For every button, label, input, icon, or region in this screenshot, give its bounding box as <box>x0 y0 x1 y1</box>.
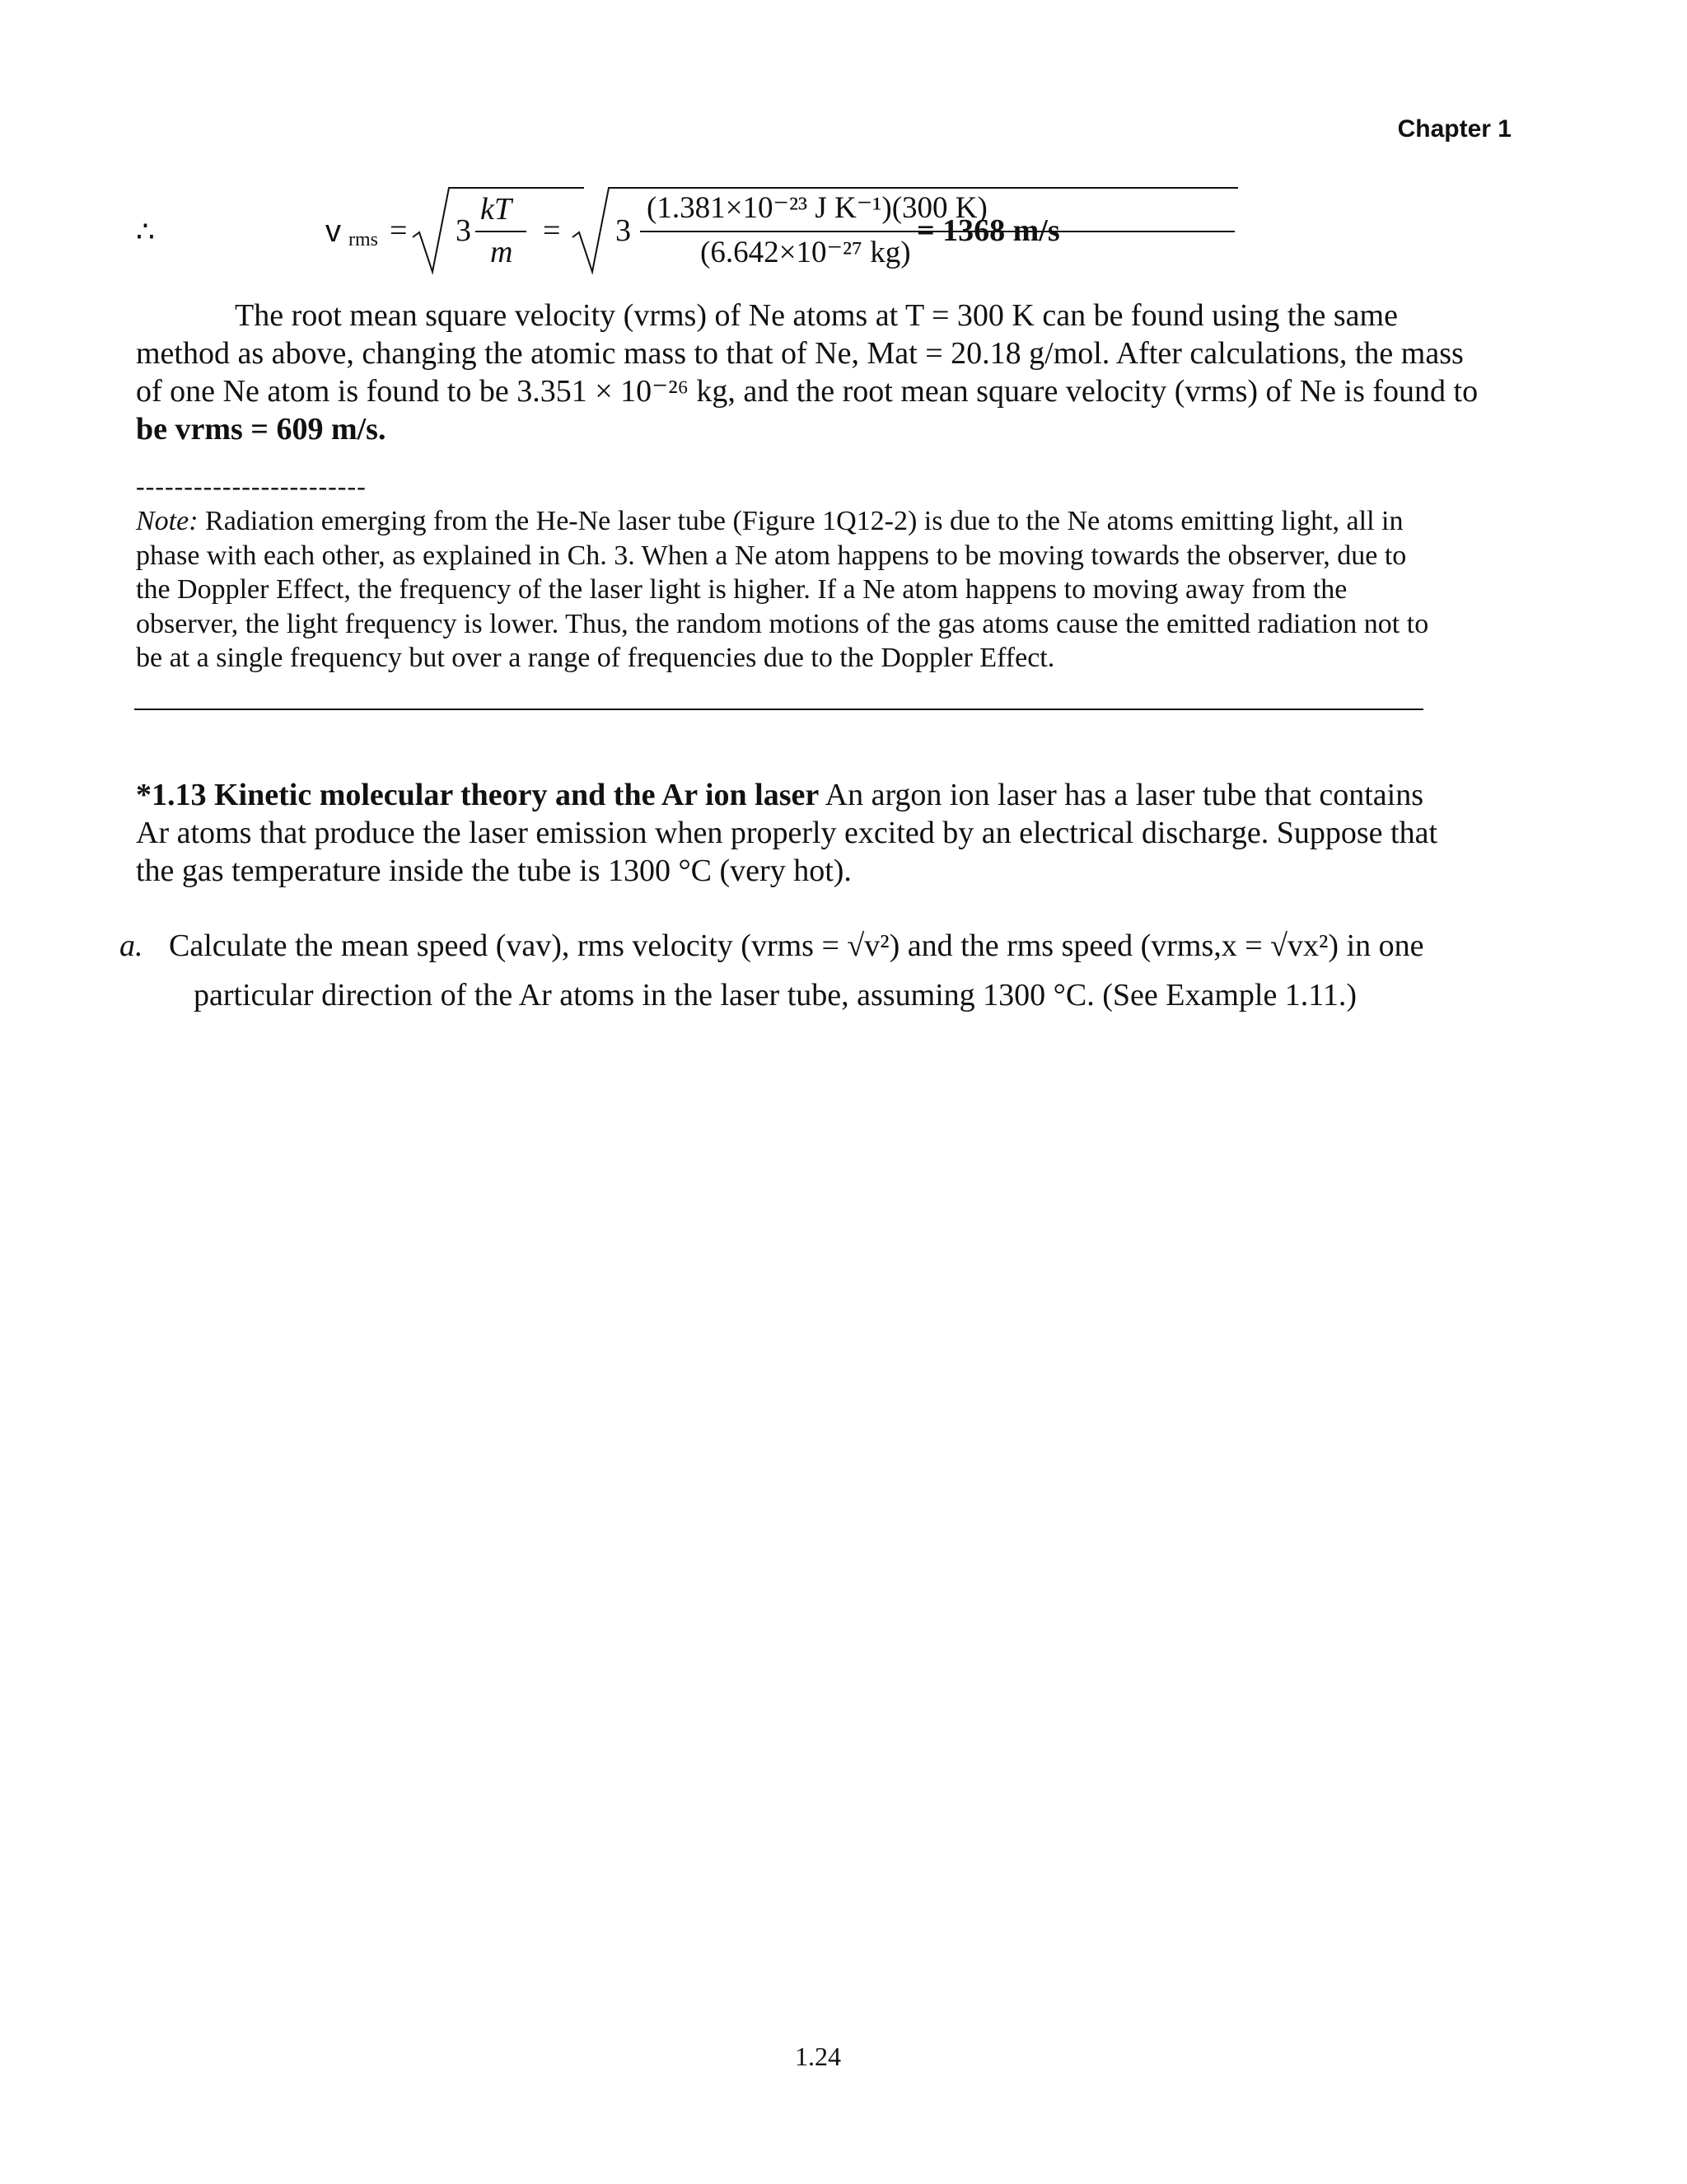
problem-line-2: Ar atoms that produce the laser emission when properly excited by an electrical discharge. Suppose that <box>136 816 1438 850</box>
numerator-kT: kT <box>480 192 512 227</box>
note-line-2: phase with each other, as explained in Ch. 3. When a Ne atom happens to be moving towards the observer, due to <box>136 540 1407 571</box>
paragraph-line-2: method as above, changing the atomic mass to that of Ne, Mat = 20.18 g/mol. After calculations, the mass <box>136 336 1464 371</box>
note-line-4: observer, the light frequency is lower. Thus, the random motions of the gas atoms cause the emitted radiation not to <box>136 608 1429 639</box>
factor-3-second: 3 <box>615 213 631 248</box>
equals-2: = <box>543 213 561 248</box>
problem-block <box>136 776 1512 890</box>
therefore-symbol: ∴ <box>136 215 155 248</box>
rms-subscript: rms <box>348 229 378 250</box>
question-a <box>119 921 1520 1020</box>
paragraph-line-4: be vrms = 609 m/s. <box>136 412 386 447</box>
fraction-bar-1 <box>475 231 526 232</box>
equals-1: = <box>390 213 408 248</box>
v-symbol: v <box>325 214 341 249</box>
factor-3-first: 3 <box>456 213 471 248</box>
rms-equation <box>325 183 1561 274</box>
problem-line-1: An argon ion laser has a laser tube that contains <box>825 778 1424 812</box>
paragraph-line-3: of one Ne atom is found to be 3.351 × 10⁻²⁶ kg, and the root mean square velocity (vrms) of Ne is found to <box>136 374 1479 409</box>
denominator-m: m <box>490 235 513 269</box>
numerator-values: (1.381×10⁻²³ J K⁻¹)(300 K) <box>647 191 988 225</box>
note-label: Note: <box>136 506 199 536</box>
dash-separator: ------------------------ <box>136 471 367 501</box>
question-a-label: a. <box>119 928 143 963</box>
horizontal-rule <box>134 709 1423 710</box>
problem-title: *1.13 Kinetic molecular theory and the Ar ion laser <box>136 778 820 812</box>
question-a-line-1: Calculate the mean speed (vav), rms velocity (vrms = √v²) and the rms speed (vrms,x = √vx²) in one <box>169 928 1424 963</box>
page-number: 1.24 <box>795 2041 841 2071</box>
chapter-header: Chapter 1 <box>1397 115 1512 143</box>
denominator-values: (6.642×10⁻²⁷ kg) <box>700 236 911 269</box>
paragraph-line-1: The root mean square velocity (vrms) of Ne atoms at T = 300 K can be found using the same <box>235 298 1398 333</box>
note-block <box>136 504 1512 676</box>
question-a-line-2: particular direction of the Ar atoms in the laser tube, assuming 1300 °C. (See Example 1.11.) <box>194 978 1358 1012</box>
equation-result: = 1368 m/s <box>917 213 1060 248</box>
note-line-1: Radiation emerging from the He-Ne laser tube (Figure 1Q12-2) is due to the Ne atoms emitting light, all in <box>205 506 1404 536</box>
problem-line-3: the gas temperature inside the tube is 1300 °C (very hot). <box>136 853 852 888</box>
note-line-3: the Doppler Effect, the frequency of the laser light is higher. If a Ne atom happens to moving away from the <box>136 574 1348 605</box>
explanation-paragraph <box>136 297 1507 448</box>
note-line-5: be at a single frequency but over a range of frequencies due to the Doppler Effect. <box>136 643 1055 673</box>
